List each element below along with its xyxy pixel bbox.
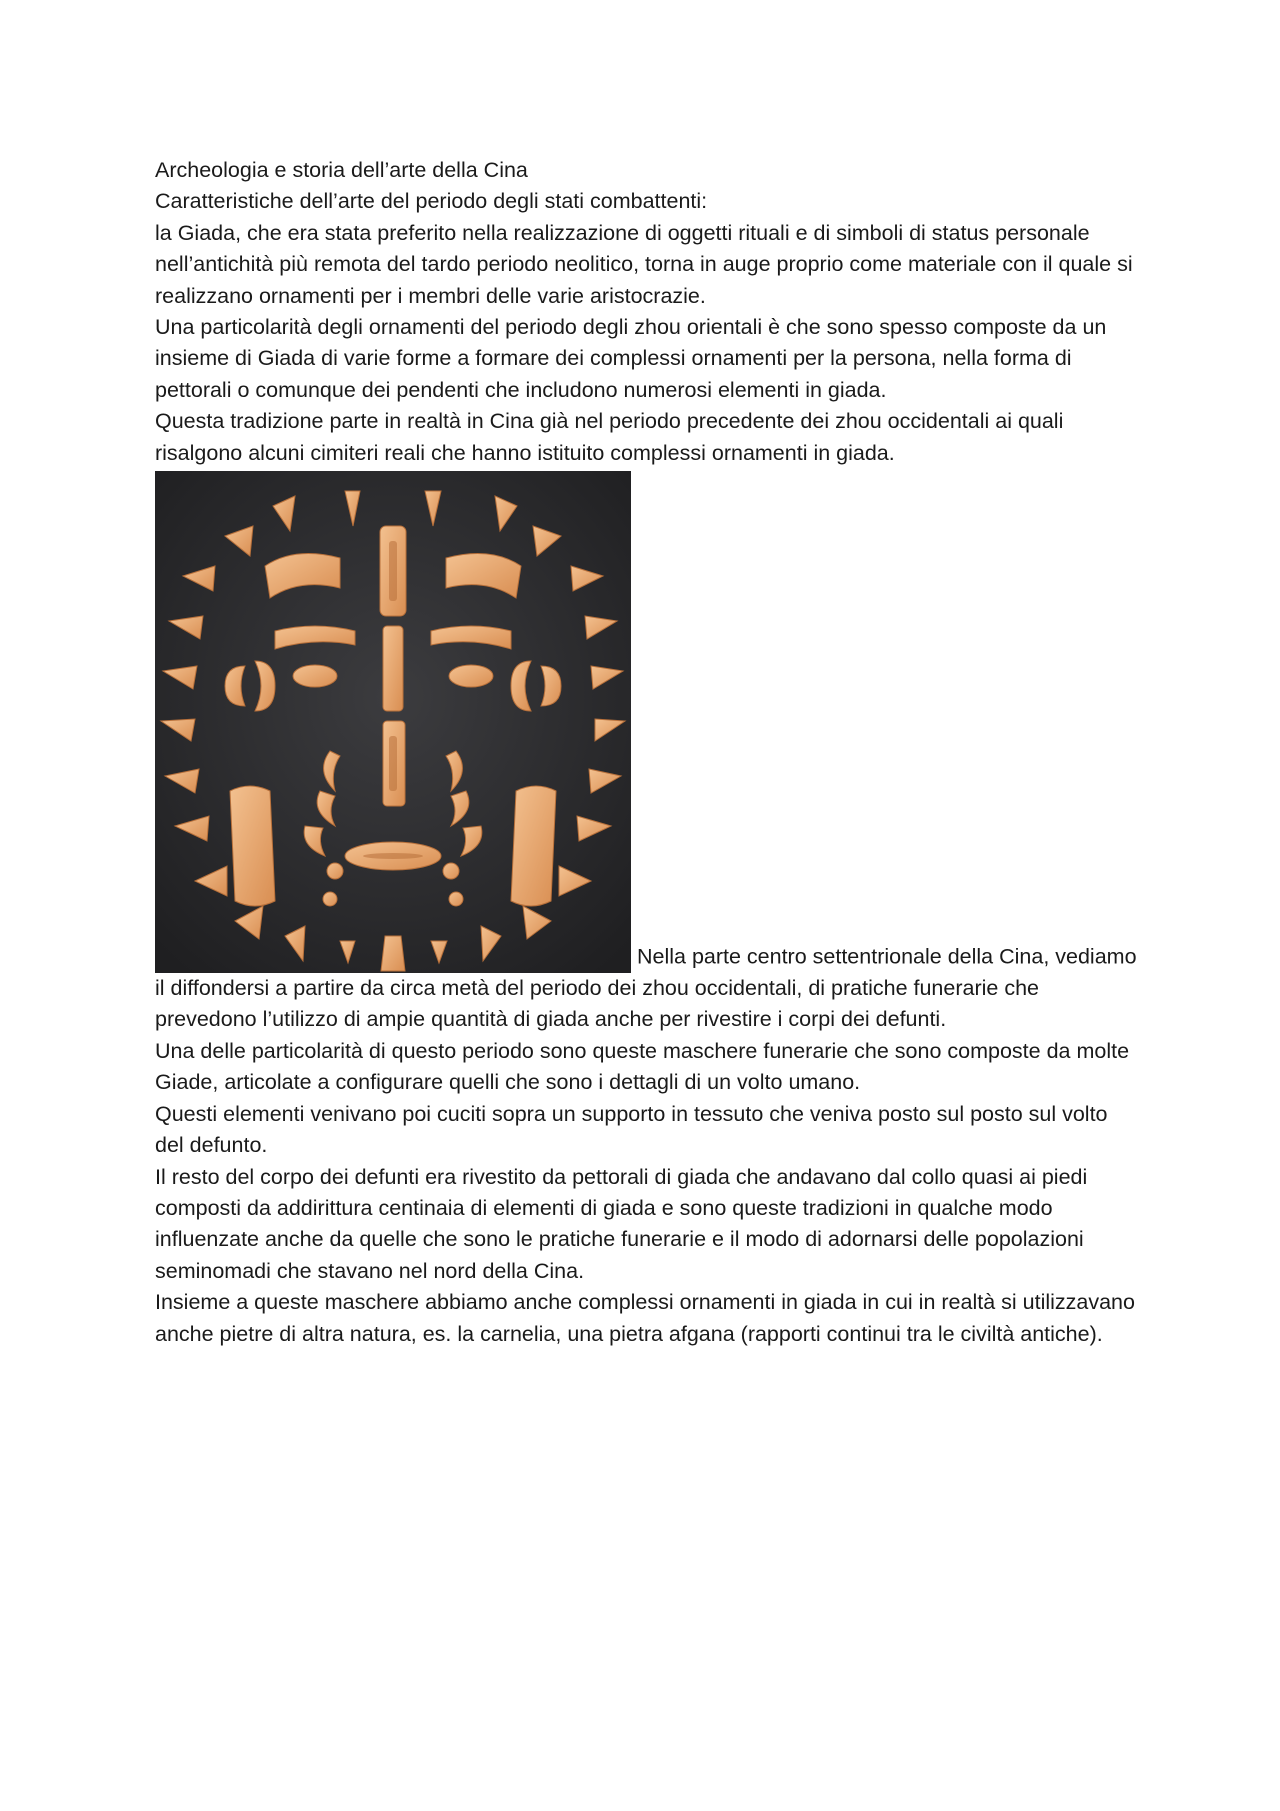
document-body	[155, 155, 1140, 1350]
document-subtitle: Caratteristiche dell’arte del periodo degli stati combattenti:	[155, 189, 708, 214]
document-title: Archeologia e storia dell’arte della Cina	[155, 158, 528, 182]
paragraph: la Giada, che era stata preferito nella realizzazione di oggetti rituali e di simboli di status personale nell’antichità più remota del tardo periodo neolitico, torna in auge proprio come materiale con il quale si realizzano ornamenti per i membri delle varie aristocrazie.	[155, 220, 1133, 308]
jade-funerary-mask-photo	[155, 471, 631, 973]
paragraph: Il resto del corpo dei defunti era rivestito da pettorali di giada che andavano dal collo quasi ai piedi composti da addirittura centinaia di elementi di giada e sono queste tradizioni in qualche modo influenzate anche da quelle che sono le pratiche funerarie e il modo di adornarsi delle popolazioni seminomadi che stavano nel nord della Cina.	[155, 1164, 1088, 1283]
paragraph: Questi elementi venivano poi cuciti sopra un supporto in tessuto che veniva posto sul posto sul volto del defunto.	[155, 1101, 1108, 1158]
paragraph: Questa tradizione parte in realtà in Cina già nel periodo precedente dei zhou occidentali ai quali risalgono alcuni cimiteri reali che hanno istituito complessi ornamenti in giada.	[155, 409, 1064, 465]
figure-paragraph	[155, 469, 1140, 1036]
paragraph: Una particolarità degli ornamenti del periodo degli zhou orientali è che sono spesso composte da un insieme di Giada di varie forme a formare dei complessi ornamenti per la persona, nella forma di pettorali o comunque dei pendenti che includono numerosi elementi in giada.	[155, 315, 1107, 402]
paragraph: Una delle particolarità di questo periodo sono queste maschere funerarie che sono composte da molte Giade, articolate a configurare quelli che sono i dettagli di un volto umano.	[155, 1038, 1130, 1095]
jade-mask-illustration	[155, 471, 631, 973]
paragraph: Insieme a queste maschere abbiamo anche complessi ornamenti in giada in cui in realtà si utilizzavano anche pietre di altra natura, es. la carnelia, una pietra afgana (rapporti continui tra le civiltà antiche).	[155, 1290, 1135, 1346]
image-caption-text: Nella parte centro settentrionale della Cina, vediamo il diffondersi a partire da circa metà del periodo dei zhou occidentali, di pratiche funerarie che prevedono l’utilizzo di ampie quantità di giada anche per rivestire i corpi dei defunti.	[155, 944, 1137, 1032]
